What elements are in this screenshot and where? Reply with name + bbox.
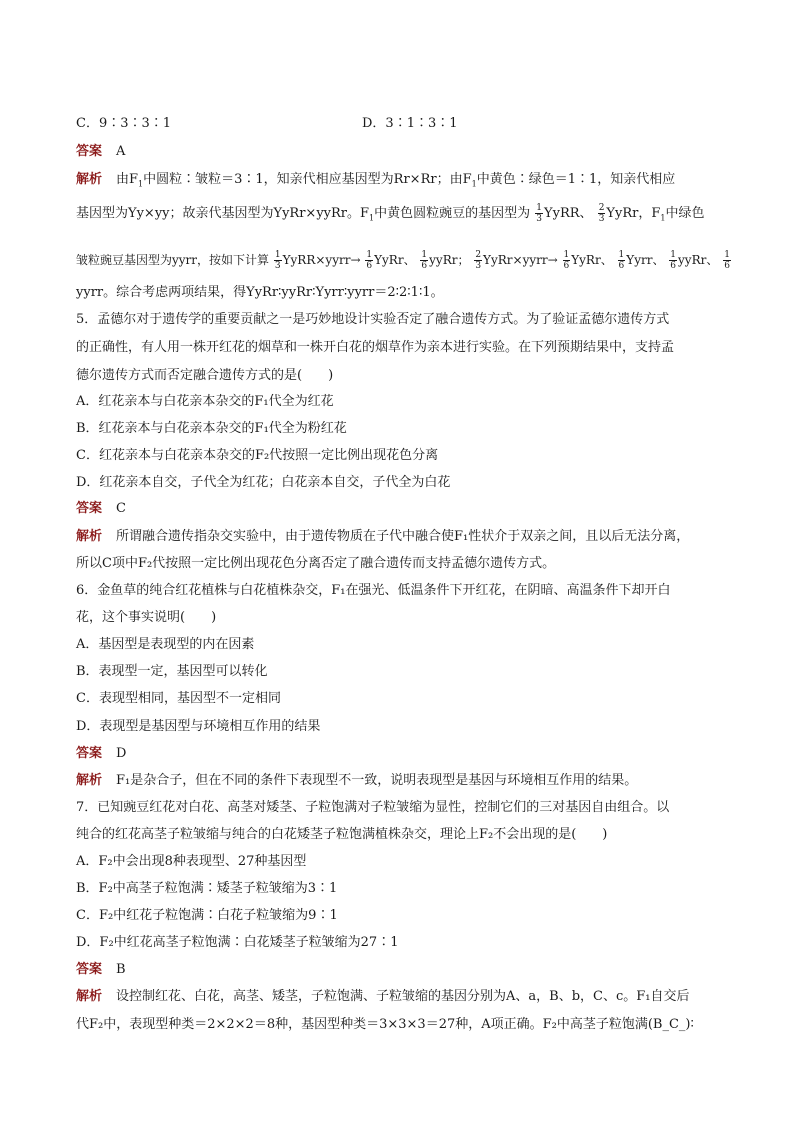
denominator: 3 — [598, 214, 605, 224]
q4-analysis-text: 皱粒豌豆基因型为yyrr，按如下计算 — [76, 253, 270, 267]
q4-analysis-text: Yyrr、 — [626, 253, 665, 267]
fraction — [598, 203, 606, 224]
q6-answer: D — [116, 746, 127, 761]
fraction — [474, 250, 482, 271]
q5-stem-line-3: 德尔遗传方式而否定融合遗传方式的是( ) — [76, 368, 334, 383]
fraction — [365, 250, 373, 271]
q4-analysis-text: 中圆粒∶皱粒＝3∶1，知亲代相应基因型为Rr×Rr；由F — [143, 172, 472, 187]
q4-options-cd — [76, 114, 726, 134]
q6-option-c: C．表现型相同，基因型不一定相同 — [76, 691, 281, 706]
q5-stem-line-2: 的正确性，有人用一株开红花的烟草和一株开白花的烟草作为亲本进行实验。在下列预期结果中，支持孟 — [76, 340, 675, 355]
q5-answer-line — [76, 499, 726, 519]
q4-analysis-text: yyRr； — [429, 253, 470, 267]
q5-analysis-line-1 — [76, 527, 726, 547]
denominator: 6 — [724, 261, 730, 271]
q6-stem-line-2: 花，这个事实说明( ) — [76, 610, 217, 625]
analysis-label: 解析 — [76, 773, 103, 788]
fraction — [420, 250, 428, 271]
q5-option-b: B．红花亲本与白花亲本杂交的F₁代全为粉红花 — [76, 421, 347, 436]
fraction — [535, 203, 543, 224]
analysis-label: 解析 — [76, 989, 103, 1004]
q4-analysis-text: 中绿色 — [665, 206, 705, 221]
q4-analysis-text: yyRr、 — [678, 253, 719, 267]
denominator: 6 — [670, 261, 677, 271]
q4-option-d: D．3∶1∶3∶1 — [362, 116, 458, 131]
q6-option-b: B．表现型一定，基因型可以转化 — [76, 664, 268, 679]
denominator: 3 — [475, 261, 482, 271]
q4-analysis-text: 中黄色∶绿色＝1∶1，知亲代相应 — [476, 172, 676, 187]
q5-answer: C — [116, 501, 126, 516]
answer-label: 答案 — [76, 962, 103, 977]
answer-label: 答案 — [76, 501, 103, 516]
q4-analysis-text: YyRr、 — [571, 253, 613, 267]
numerator: 1 — [274, 250, 281, 260]
q4-analysis-text: 基因型为Yy×yy；故亲代基因型为YyRr×yyRr。F — [76, 206, 370, 221]
fraction — [669, 250, 677, 271]
numerator: 2 — [475, 250, 482, 260]
q6-option-d: D．表现型是基因型与环境相互作用的结果 — [76, 719, 321, 734]
q4-answer-line — [76, 142, 726, 162]
q4-analysis-text: YyRr、 — [374, 253, 416, 267]
answer-label: 答案 — [76, 144, 103, 159]
q7-option-d: D．F₂中红花高茎子粒饱满∶白花矮茎子粒皱缩为27∶1 — [76, 935, 399, 950]
q7-answer-line — [76, 960, 726, 980]
q7-analysis-text: 设控制红花、白花，高茎、矮茎，子粒饱满、子粒皱缩的基因分别为A、a，B、b，C、c。F₁自交后 — [116, 989, 690, 1004]
q6-answer-line — [76, 744, 726, 764]
q4-analysis-line-4: yyrr。综合考虑两项结果，得YyRr∶yyRr∶Yyrr∶yyrr＝2∶2∶1∶1。 — [76, 285, 444, 300]
numerator: 1 — [670, 250, 677, 260]
fraction — [618, 250, 626, 271]
numerator: 1 — [536, 203, 543, 213]
q4-analysis-line-1 — [76, 170, 726, 195]
q4-analysis-text: 由F — [116, 172, 139, 187]
q5-stem-line-1: 5．孟德尔对于遗传学的重要贡献之一是巧妙地设计实验否定了融合遗传方式。为了验证孟德尔遗传方式 — [76, 312, 670, 327]
q4-option-c: C．9∶3∶3∶1 — [76, 116, 172, 131]
q4-analysis-text: YyRR×yyrr→ — [282, 253, 361, 267]
fraction — [723, 250, 731, 271]
numerator: 1 — [724, 250, 730, 260]
denominator: 3 — [536, 214, 543, 224]
q7-analysis-line-2: 代F₂中，表现型种类＝2×2×2＝8种，基因型种类＝3×3×3＝27种，A项正确。F₂中高茎子粒饱满(B_C_)∶ — [76, 1017, 694, 1032]
numerator: 1 — [366, 250, 373, 260]
denominator: 6 — [366, 261, 373, 271]
q7-stem-line-2: 纯合的红花高茎子粒皱缩与纯合的白花矮茎子粒饱满植株杂交，理论上F₂不会出现的是( ) — [76, 827, 608, 842]
q4-analysis-text: 中黄色圆粒豌豆的基因型为 — [374, 206, 531, 221]
q7-option-b: B．F₂中高茎子粒饱满∶矮茎子粒皱缩为3∶1 — [76, 881, 338, 896]
q4-answer: A — [116, 144, 126, 159]
q6-option-a: A．基因型是表现型的内在因素 — [76, 637, 255, 652]
numerator: 1 — [563, 250, 570, 260]
fraction — [563, 250, 571, 271]
q4-analysis-text: YyRr×yyrr→ — [483, 253, 558, 267]
subscript: 1 — [471, 179, 477, 189]
q5-analysis-line-2: 所以C项中F₂代按照一定比例出现花色分离否定了融合遗传而支持孟德尔遗传方式。 — [76, 556, 556, 571]
fraction — [274, 250, 282, 271]
numerator: 2 — [598, 203, 605, 213]
denominator: 6 — [563, 261, 570, 271]
denominator: 6 — [618, 261, 625, 271]
q5-option-d: D．红花亲本自交，子代全为红花；白花亲本自交，子代全为白花 — [76, 475, 451, 490]
denominator: 6 — [421, 261, 428, 271]
subscript: 1 — [660, 213, 666, 223]
q7-stem-line-1: 7．已知豌豆红花对白花、高茎对矮茎、子粒饱满对子粒皱缩为显性，控制它们的三对基因自由组合。以 — [76, 800, 670, 815]
numerator: 1 — [618, 250, 625, 260]
subscript: 1 — [369, 213, 375, 223]
answer-label: 答案 — [76, 746, 103, 761]
numerator: 1 — [421, 250, 428, 260]
q4-analysis-text: YyRR、 — [544, 206, 593, 221]
analysis-label: 解析 — [76, 529, 103, 544]
q7-option-a: A．F₂中会出现8种表现型、27种基因型 — [76, 854, 307, 869]
q6-stem-line-1: 6．金鱼草的纯合红花植株与白花植株杂交，F₁在强光、低温条件下开红花，在阴暗、高温条件下却开白 — [76, 583, 671, 598]
q7-analysis-line-1 — [76, 987, 726, 1007]
q7-option-c: C．F₂中红花子粒饱满∶白花子粒皱缩为9∶1 — [76, 908, 338, 923]
subscript: 1 — [138, 179, 144, 189]
q5-option-c: C．红花亲本与白花亲本杂交的F₂代按照一定比例出现花色分离 — [76, 448, 439, 463]
q6-analysis-line-1 — [76, 771, 726, 791]
q5-analysis-text: 所谓融合遗传指杂交实验中，由于遗传物质在子代中融合使F₁性状介于双亲之间，且以后无法分离， — [116, 529, 690, 544]
q5-option-a: A．红花亲本与白花亲本杂交的F₁代全为红花 — [76, 394, 334, 409]
q7-answer: B — [116, 962, 126, 977]
q4-analysis-line-3 — [76, 250, 730, 271]
q4-analysis-line-2 — [76, 203, 726, 229]
analysis-label: 解析 — [76, 172, 103, 187]
q4-analysis-text: YyRr，F — [606, 206, 661, 221]
q6-analysis-text: F₁是杂合子，但在不同的条件下表现型不一致，说明表现型是基因与环境相互作用的结果。 — [116, 773, 638, 788]
denominator: 3 — [274, 261, 281, 271]
